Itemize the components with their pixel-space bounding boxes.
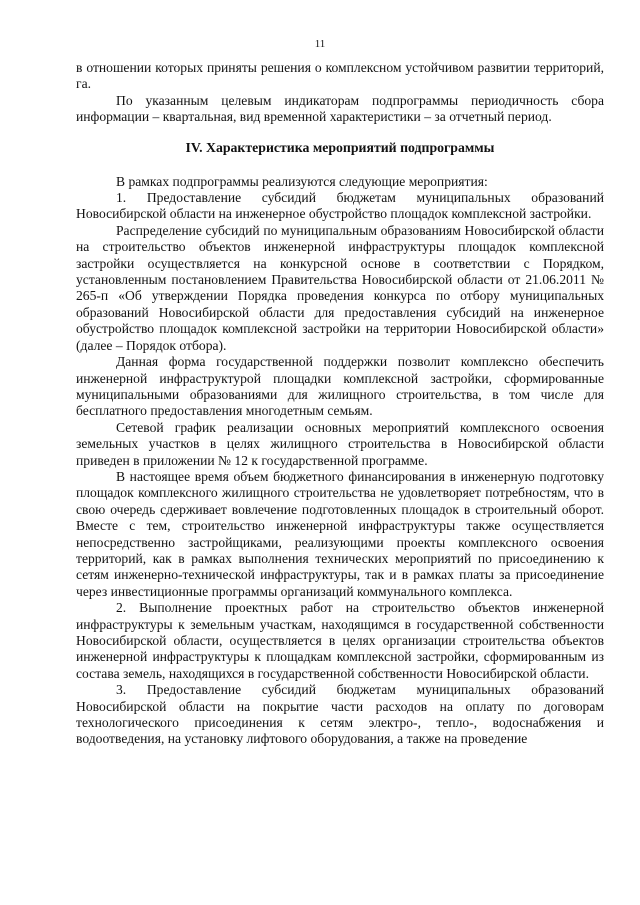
document-body	[76, 60, 604, 748]
paragraph-intro: В рамках подпрограммы реализуются следующие мероприятия:	[116, 173, 488, 189]
paragraph-measure-2: 2. Выполнение проектных работ на строительство объектов инженерной инфраструктуры к земельным участкам, находящимся в государственной собственности Новосибирской области, осуществляется в целях организации строительства объектов инженерной инфраструктуры к площадкам комплексной застройки, сформированным из состава земель, находящихся в государственной собственности Новосибирской области.	[76, 600, 604, 681]
paragraph-continuation: в отношении которых приняты решения о комплексном устойчивом развитии территорий, га.	[76, 60, 604, 92]
paragraph-measure-1: 1. Предоставление субсидий бюджетам муниципальных образований Новосибирской области на инженерное обустройство площадок комплексной застройки.	[76, 190, 604, 222]
paragraph-indicators-periodicity: По указанным целевым индикаторам подпрограммы периодичность сбора информации – квартальная, вид временной характеристики – за отчетный период.	[76, 92, 604, 125]
paragraph-subsidy-distribution: Распределение субсидий по муниципальным образованиям Новосибирской области на строительство объектов инженерной инфраструктуры площадок комплексной застройки осуществляется на конкурсной основе в соответствии с Порядком, установленным постановлением Правительства Новосибирской области от 21.06.2011 № 265-п «Об утверждении Порядка проведения конкурса по отбору муниципальных образований Новосибирской области для предоставления субсидий на инженерное обустройство площадок комплексной застройки на территории Новосибирской области» (далее – Порядок отбора).	[76, 222, 604, 353]
section-title: IV. Характеристика мероприятий подпрограммы	[185, 139, 495, 155]
page-number: 11	[314, 38, 326, 50]
paragraph-measure-3: 3. Предоставление субсидий бюджетам муниципальных образований Новосибирской области на покрытие части расходов на оплату по договорам технологического присоединения к сетям электро-, тепло-, водоснабжения и водоотведения, на установку лифтового оборудования, а также на проведение	[76, 682, 604, 747]
paragraph-budget-financing: В настоящее время объем бюджетного финансирования в инженерную подготовку площадок комплексного жилищного строительства не удовлетворяет потребностям, что в свою очередь сдерживает вовлечение подготовленных площадок в строительный оборот. Вместе с тем, строительство инженерной инфраструктуры также осуществляется непосредственно застройщиками, реализующими проекты комплексного освоения территорий, как в рамках выполнения технических мероприятий по присоединению к сетям инженерно-технической инфраструктуры, так и в рамках платы за присоединение через инвестиционные программы организаций коммунального комплекса.	[76, 468, 604, 599]
paragraph-state-support: Данная форма государственной поддержки позволит комплексно обеспечить инженерной инфраструктурой площадки комплексной застройки, сформированные муниципальными образованиями для жилищного строительства, в том числе для бесплатного предоставления многодетным семьям.	[76, 354, 604, 419]
paragraph-network-schedule: Сетевой график реализации основных мероприятий комплексного освоения земельных участков в целях жилищного строительства в Новосибирской области приведен в приложении № 12 к государственной программе.	[76, 419, 604, 468]
